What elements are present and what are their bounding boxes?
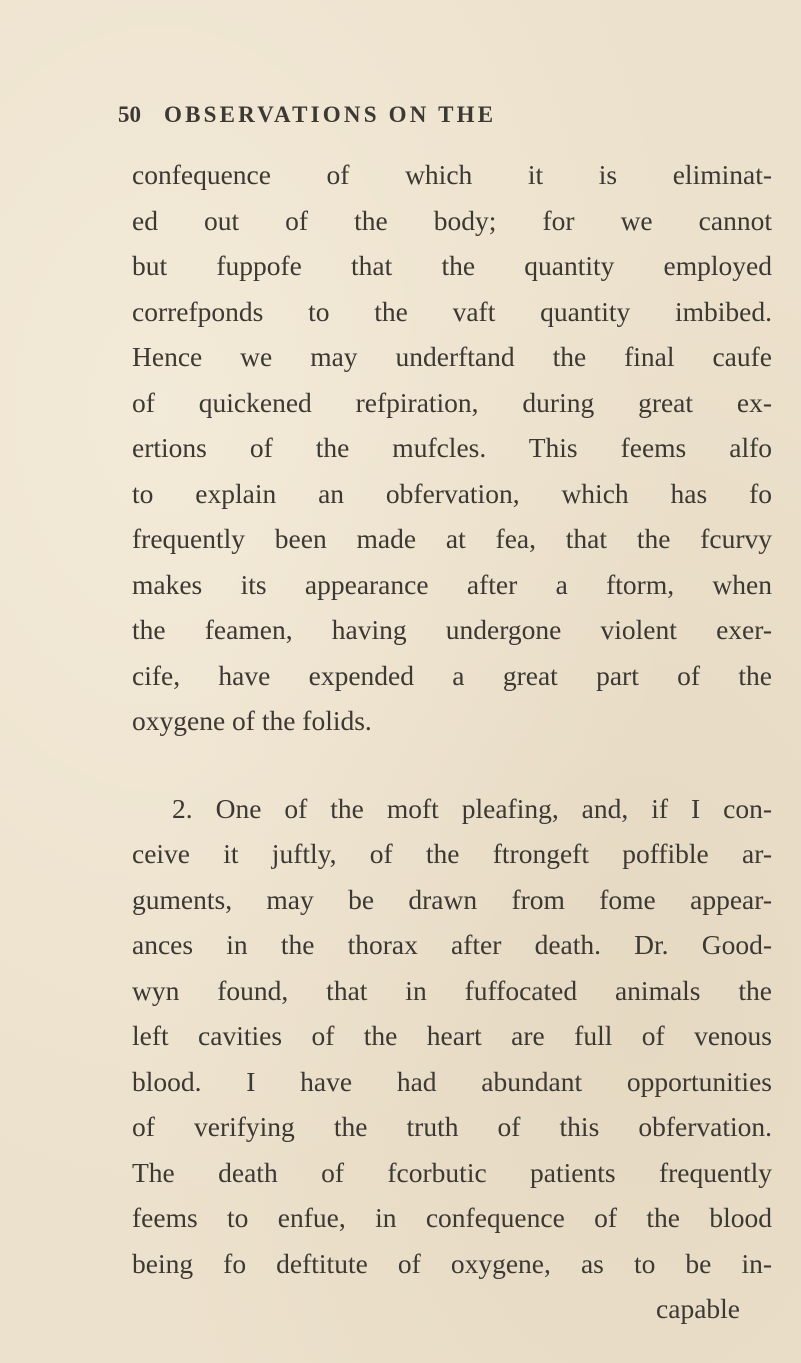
text-line: ceive it juftly, of the ftrongeft poffible ar- [132, 838, 772, 869]
text-line: blood. I have had abundant opportunities [132, 1065, 772, 1097]
text-line: ed out of the body; for we cannot [132, 204, 772, 236]
text-line: feems to enfue, in confequence of the blood [132, 1202, 772, 1233]
paragraph-1 [132, 152, 772, 744]
text-line: correfponds to the vaft quantity imbibed. [132, 295, 772, 327]
text-line: confequence of which it is eliminat- [132, 159, 772, 190]
running-head [118, 102, 738, 146]
text-line: oxygene of the folids. [132, 705, 372, 736]
text-line: The death of fcorbutic patients frequently [132, 1156, 772, 1188]
running-head-title: OBSERVATIONS ON THE [164, 102, 497, 127]
text-line: 2. One of the moft pleafing, and, if I con- [172, 792, 772, 824]
text-line: the feamen, having undergone violent exer- [132, 614, 772, 645]
text-line: frequently been made at fea, that the fcurvy [132, 523, 772, 554]
text-line: guments, may be drawn from fome appear- [132, 883, 772, 915]
text-line: to explain an obfervation, which has fo [132, 477, 772, 509]
text-line: being fo deftitute of oxygene, as to be in- [132, 1247, 772, 1279]
text-line: but fuppofe that the quantity employed [132, 250, 772, 281]
text-line: Hence we may underftand the final caufe [132, 341, 772, 372]
paragraph-gap [132, 744, 772, 786]
text-line: ances in the thorax after death. Dr. Good- [132, 929, 772, 960]
catchword: capable [656, 1293, 740, 1324]
text-line: cife, have expended a great part of the [132, 659, 772, 691]
paragraph-2 [132, 786, 772, 1287]
body-text [132, 152, 772, 1332]
text-line: wyn found, that in fuffocated animals the [132, 974, 772, 1006]
page-number: 50 [118, 102, 141, 127]
text-line: of verifying the truth of this obfervation. [132, 1111, 772, 1142]
text-line: makes its appearance after a ftorm, when [132, 568, 772, 600]
text-line: left cavities of the heart are full of venous [132, 1020, 772, 1051]
text-line: of quickened refpiration, during great ex- [132, 386, 772, 418]
text-line: ertions of the mufcles. This feems alfo [132, 432, 772, 463]
